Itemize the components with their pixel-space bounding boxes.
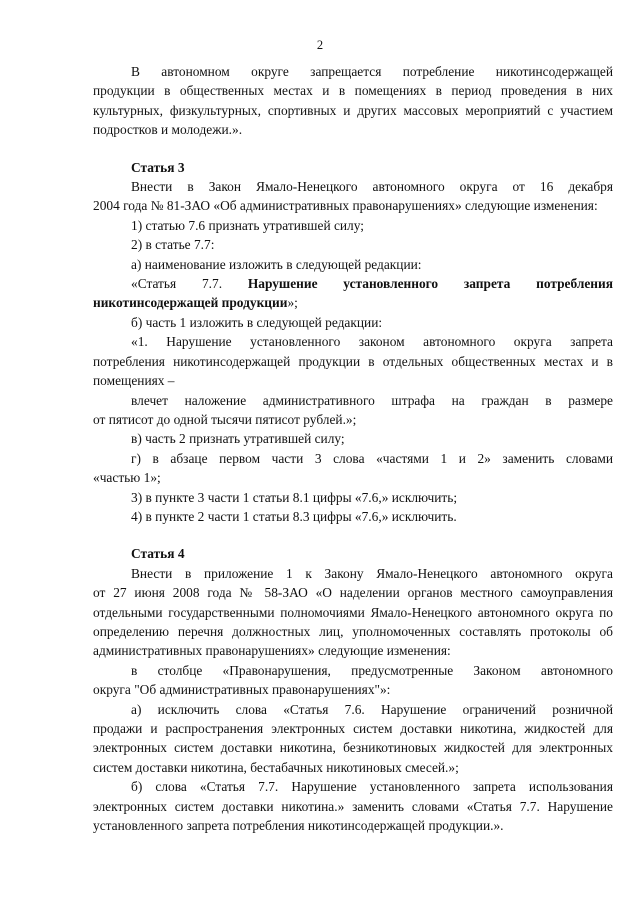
intro-paragraph-continuation: продукции в общественных местах и в помещениях в период проведения в них культурных, физкультурных, спортивных и других массовых мероприятий с участием подростков и молодежи.». — [93, 83, 613, 138]
quote-bold-line-2: никотинсодержащей продукции — [93, 295, 288, 311]
article-4-item-b-first-line: б) слова «Статья 7.7. Нарушение установленного запрета использования — [131, 779, 613, 795]
article-4-item-a-continuation: продажи и распространения электронных систем доставки никотина, жидкостей для электронных систем доставки никотина, безникотиновых жидкостей для электронных систем доставки никотина, бестабачных никотиновых смесей.»; — [93, 721, 613, 775]
article-3-item-1: 1) статью 7.6 признать утратившей силу; — [131, 217, 364, 233]
article-3-item-2b-quote-2-continuation: от пятисот до одной тысячи пятисот рублей.»; — [93, 411, 357, 427]
quote-bold-line-1: Нарушение установленного запрета потребления — [247, 276, 613, 292]
article-3-item-4: 4) в пункте 2 части 1 статьи 8.3 цифры «7.6,» исключить. — [131, 508, 457, 524]
article-3-item-3: 3) в пункте 3 части 1 статьи 8.1 цифры «7.6,» исключить; — [131, 489, 458, 505]
article-4-column-first-line: в столбце «Правонарушения, предусмотренные Законом автономного — [131, 662, 613, 678]
document-body — [93, 62, 613, 835]
quote-prefix: «Статья 7.7. — [131, 276, 223, 292]
article-4-item-b-continuation: электронных систем доставки никотина.» заменить словами «Статья 7.7. Нарушение установленного запрета потребления никотинсодержащей продукции.». — [93, 798, 613, 834]
article-3-quote-title-second-line — [93, 293, 613, 312]
article-3-item-2b-quote-1-first-line: «1. Нарушение установленного законом автономного округа запрета — [131, 334, 613, 350]
article-3-item-2b: б) часть 1 изложить в следующей редакции: — [131, 314, 383, 330]
article-3-item-2b-quote-1-continuation: потребления никотинсодержащей продукции в отдельных общественных местах и в помещениях – — [93, 353, 613, 389]
article-4-intro-continuation: от 27 июня 2008 года № 58-ЗАО «О наделении органов местного самоуправления отдельными государственными полномочиями Ямало-Ненецкого автономного округа по определению перечня должностных лиц, уполномоченных составлять протоколы об административных правонарушениях» следующие изменения: — [93, 585, 613, 659]
article-3-intro-continuation: 2004 года № 81-ЗАО «Об административных правонарушениях» следующие изменения: — [93, 198, 598, 214]
article-3-quote-title-first-line — [93, 274, 613, 293]
article-3-item-2: 2) в статье 7.7: — [131, 237, 215, 253]
article-3-item-2g-first-line: г) в абзаце первом части 3 слова «частями 1 и 2» заменить словами — [131, 450, 613, 466]
intro-paragraph-first-line: В автономном округе запрещается потребление никотинсодержащей — [131, 64, 613, 79]
article-4-heading: Статья 4 — [131, 546, 185, 562]
article-3-intro-first-line: Внести в Закон Ямало-Ненецкого автономного округа от 16 декабря — [131, 179, 613, 195]
page-number: 2 — [316, 38, 324, 52]
article-3-item-2g-continuation: «частью 1»; — [93, 470, 161, 486]
article-3-item-2a: а) наименование изложить в следующей редакции: — [131, 256, 422, 272]
article-3-item-2b-quote-2-first-line: влечет наложение административного штрафа на граждан в размере — [131, 392, 613, 408]
article-4-item-a-first-line: а) исключить слова «Статья 7.6. Нарушение ограничений розничной — [131, 701, 613, 717]
article-4-intro-first-line: Внести в приложение 1 к Закону Ямало-Ненецкого автономного округа — [131, 565, 613, 581]
quote-suffix: »; — [287, 295, 298, 311]
article-4-column-continuation: округа "Об административных правонарушениях"»: — [93, 682, 391, 698]
article-3-item-2v: в) часть 2 признать утратившей силу; — [131, 431, 345, 447]
article-3-heading: Статья 3 — [131, 159, 185, 175]
